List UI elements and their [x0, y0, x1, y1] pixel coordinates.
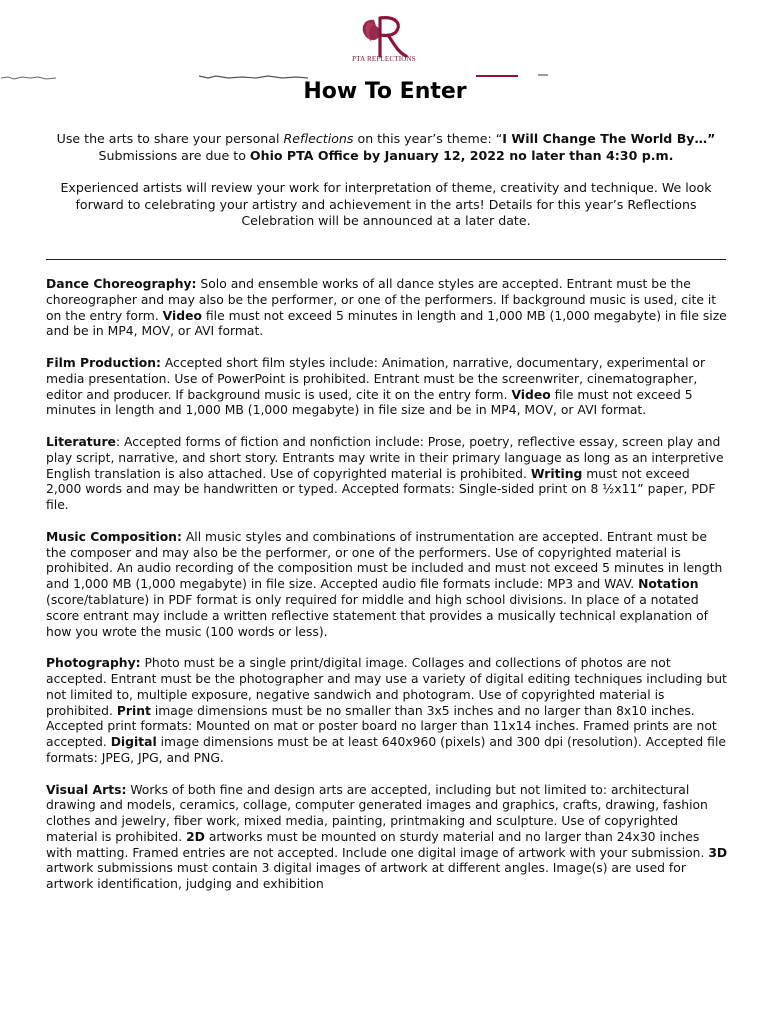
theme-line: Use the arts to share your personal Reflections on this year’s theme: “I Will Change The World By…”: [56, 131, 716, 146]
deadline: Ohio PTA Office by January 12, 2022 no later than 4:30 p.m.: [249, 147, 674, 163]
divider: [46, 259, 726, 260]
visual-arts-section: Visual Arts: Works of both fine and design arts are accepted, including but not limited to: architectural drawing and models, ceramics, collage, computer generated images and graphics, crafts, drawing, fashion clothes and jewelry, fiber work, mixed media, painting, printmaking and sculpture. Use of copyrighted material is prohibited. 2D artworks must be mounted on sturdy material and no larger than 24x30 inches with matting. Framed entries are not accepted. Include one digital image of artwork with your submission. 3D artwork submissions must contain 3 digital images of artwork at different angles. Image(s) are used for artwork identification, judging and exhibition: [46, 782, 728, 892]
theme-title: I Will Change The World By…: [502, 131, 708, 146]
literature-section: Literature: Accepted forms of fiction and nonfiction include: Prose, poetry, reflective essay, screen play and play script, narrative, and short story. Entrants may write in their primary language as long as an interpretive English translation is also attached. Use of copyrighted material is prohibited. Writing must not exceed 2,000 words and may be handwritten or typed. Accepted formats: Single-sided print on 8 ½x11” paper, PDF file.: [46, 434, 724, 513]
section-heading: Photography:: [46, 656, 141, 671]
section-heading: Dance Choreography:: [46, 277, 197, 291]
page-title: How To Enter: [303, 79, 467, 104]
section-heading: Literature: [46, 434, 116, 449]
deadline-line: Submissions are due to Ohio PTA Office by January 12, 2022 no later than 4:30 p.m.: [98, 147, 674, 163]
dance-choreography-section: Dance Choreography: Solo and ensemble works of all dance styles are accepted. Entrant must be the choreographer and may also be the performer, or one of the performers. If background music is used, cite it on the entry form. Video file must not exceed 5 minutes in length and 1,000 MB (1,000 megabyte) in file size and be in MP4, MOV, or AVI format.: [46, 277, 727, 339]
categories: [46, 277, 728, 909]
section-heading: Visual Arts:: [46, 782, 127, 797]
film-production-section: Film Production: Accepted short film styles include: Animation, narrative, documentary, experimental or media presentation. Use of PowerPoint is prohibited. Entrant must be the screenwriter, cinematographer, editor and producer. If background music is used, cite it on the entry form. Video file must not exceed 5 minutes in length and 1,000 MB (1,000 megabyte) in file size and be in MP4, MOV, or AVI format.: [46, 355, 706, 418]
review-paragraph: Experienced artists will review your work for interpretation of theme, creativity and technique. We look forward to celebrating your artistry and achievement in the arts! Details for this year’s Reflections Celebration will be announced at a later date.: [60, 180, 712, 228]
section-heading: Film Production:: [46, 355, 161, 370]
music-composition-section: Music Composition: All music styles and combinations of instrumentation are accepted. Entrant must be the composer and may also be the performer, or one of the performers. Use of copyrighted material is prohibited. An audio recording of the composition must be included and must not exceed 5 minutes in length and 1,000 MB (1,000 megabyte) in file size. Accepted audio file formats include: MP3 and WAV. Notation (score/tablature) in PDF format is only required for middle and high school divisions. In place of a notated score entrant may include a written reflective statement that provides a musically technical explanation of how you wrote the music (100 words or less).: [46, 529, 723, 639]
section-heading: Music Composition:: [46, 529, 182, 544]
logo-caption: PTA REFLECTIONS: [352, 55, 416, 63]
photography-section: Photography: Photo must be a single print/digital image. Collages and collections of photos are not accepted. Entrant must be the photographer and may use a variety of digital editing techniques including but not limited to, multiple exposure, negative sandwich and photogram. Use of copyrighted material is prohibited. Print image dimensions must be no smaller than 3x5 inches and no larger than 8x10 inches. Accepted print formats: Mounted on mat or poster board no larger than 11x14 inches. Framed prints are not accepted. Digital image dimensions must be at least 640x960 (pixels) and 300 dpi (resolution). Accepted file formats: JPEG, JPG, and PNG.: [46, 656, 727, 765]
intro-block: [46, 131, 726, 230]
